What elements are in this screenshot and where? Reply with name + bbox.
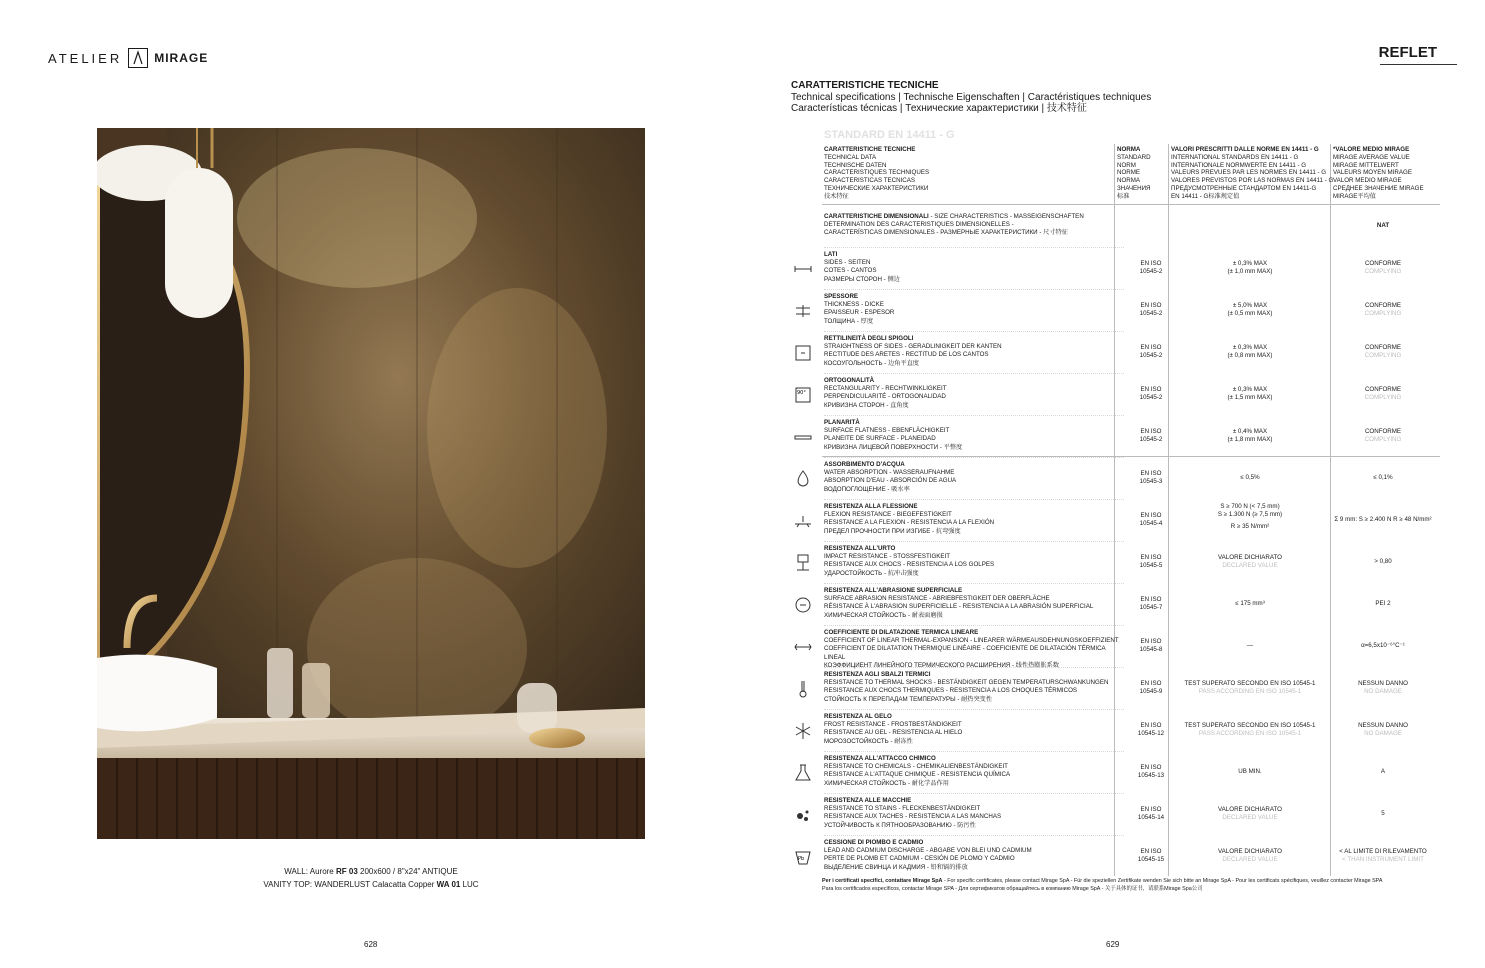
caption-vanity <box>97 879 645 891</box>
flexion-icon <box>792 510 814 532</box>
row-value-3: R ≥ 35 N/mm² <box>1230 523 1270 531</box>
flatness-icon <box>792 426 814 448</box>
row-average <box>1330 722 1436 738</box>
row-value-1: S ≥ 700 N (< 7,5 mm) <box>1220 503 1280 510</box>
row-norm-2: 10545-2 <box>1139 436 1163 444</box>
row-average <box>1330 344 1436 360</box>
row-value-2: DECLARED VALUE <box>1222 856 1278 864</box>
standard-label: STANDARD EN 14411 - G <box>824 129 955 141</box>
footnote <box>822 878 1452 893</box>
row-prescribed <box>1172 302 1328 318</box>
row-average <box>1330 302 1436 318</box>
row-value-1: VALORE DICHIARATO <box>1218 806 1282 813</box>
row-line2: ABSORPTION D'EAU - ABSORCIÓN DE AGUA <box>824 477 957 485</box>
row-value-1: ± 0,3% MAX <box>1232 386 1268 393</box>
row-text <box>824 545 1124 578</box>
dimensional-avg: NAT <box>1376 222 1390 229</box>
straightness-icon <box>792 342 814 364</box>
row-average-2: NO DAMAGE <box>1364 730 1402 738</box>
abrasion-icon <box>792 594 814 616</box>
row-title: CESSIONE DI PIOMBO E CADMIO <box>824 839 924 846</box>
row-average <box>1330 600 1436 608</box>
header-c2-6: 标准 <box>1117 192 1130 200</box>
row-average-1: 5 <box>1381 810 1385 817</box>
row-line3: КРИВИЗНА СТОРОН - 直角度 <box>824 401 909 409</box>
row-prescribed <box>1172 848 1328 864</box>
header-c1-1: TECHNICAL DATA <box>824 153 877 161</box>
header-c3-0: VALORI PRESCRITTI DALLE NORME EN 14411 - G <box>1171 146 1319 153</box>
row-divider <box>824 373 1124 374</box>
row-line1: FROST RESISTANCE - FROSTBESTÄNDIGKEIT <box>824 721 962 729</box>
row-value-1: ± 0,4% MAX <box>1232 428 1268 435</box>
row-text <box>824 755 1124 788</box>
row-norm-2: 10545-3 <box>1139 478 1163 486</box>
row-line2: RÉSISTANCE À L'ABRASION SUPERFICIELLE - RESISTENCIA A LA ABRASIÓN SUPERFICIAL <box>824 603 1094 611</box>
row-value-2: (± 1,0 mm MAX) <box>1227 268 1273 276</box>
row-prescribed <box>1172 386 1328 402</box>
row-text <box>824 713 1124 746</box>
header-c4-6: MIRAGE平均值 <box>1333 192 1376 200</box>
header-prescribed-values <box>1171 146 1333 201</box>
row-divider <box>824 289 1124 290</box>
row-average <box>1330 768 1436 776</box>
row-norm-2: 10545-13 <box>1137 772 1165 780</box>
row-line3: ВЫДЕЛЕНИЕ СВИНЦА И КАДМИЯ - 铅和镉的排放 <box>824 863 968 871</box>
row-norm-1: EN ISO <box>1140 386 1162 393</box>
row-value-1: — <box>1246 642 1254 649</box>
header-c2-1: STANDARD <box>1117 153 1151 161</box>
row-line2: PERPENDICULARITÉ - ORTOGONALIDAD <box>824 393 946 401</box>
row-divider <box>824 541 1124 542</box>
row-text <box>824 587 1124 620</box>
column-divider-3 <box>1330 144 1331 876</box>
row-line2: RESISTANCE AUX CHOCS - RESISTENCIA A LOS GOLPES <box>824 561 995 569</box>
header-c2-2: NORM <box>1117 161 1136 169</box>
row-norm-1: EN ISO <box>1140 344 1162 351</box>
row-line1: THICKNESS - DICKE <box>824 301 884 309</box>
dimensional-text <box>824 213 1144 238</box>
thermometer-icon <box>792 678 814 700</box>
row-average-1: > 0,80 <box>1374 558 1392 565</box>
row-value-1: VALORE DICHIARATO <box>1218 848 1282 855</box>
row-title: RESISTENZA AL GELO <box>824 713 892 720</box>
row-average-1: CONFORME <box>1364 386 1402 393</box>
page-number-right: 629 <box>1106 940 1120 949</box>
dimensional-separator <box>822 456 1440 457</box>
header-c1-2: TECHNISCHE DATEN <box>824 161 887 169</box>
sides-icon <box>792 258 814 280</box>
row-title: RESISTENZA AGLI SBALZI TERMICI <box>824 671 931 678</box>
row-text <box>824 671 1124 704</box>
row-value-2: (± 0,8 mm MAX) <box>1227 352 1273 360</box>
row-prescribed <box>1172 554 1328 570</box>
row-divider <box>824 793 1124 794</box>
row-line1: IMPACT RESISTANCE - STOSSFESTIGKEIT <box>824 553 951 561</box>
row-norm <box>1126 344 1176 360</box>
row-text <box>824 377 1124 410</box>
row-average-1: CONFORME <box>1364 428 1402 435</box>
row-prescribed <box>1172 806 1328 822</box>
row-norm <box>1126 386 1176 402</box>
header-c3-3: VALEURS PREVUES PAR LES NORMES EN 14411 - G <box>1171 169 1327 177</box>
row-line3: УСТОЙЧИВОСТЬ К ПЯТНООБРАЗОВАНИЮ - 防污性 <box>824 821 976 829</box>
row-prescribed <box>1172 600 1328 608</box>
row-value-2: S ≥ 1.300 N (≥ 7,5 mm) <box>1217 511 1283 519</box>
row-line1: SURFACE ABRASION RESISTANCE - ABRIEBFESTIGKEIT DER OBERFLÄCHE <box>824 595 1050 603</box>
row-norm-1: EN ISO <box>1140 680 1162 687</box>
row-norm <box>1126 638 1176 654</box>
header-c4-5: СРЕДНЕЕ ЗНАЧЕНИЕ MIRAGE <box>1333 184 1424 192</box>
thermal-expansion-icon <box>792 636 814 658</box>
row-divider <box>824 415 1124 416</box>
rectangularity-icon <box>792 384 814 406</box>
row-norm <box>1126 764 1176 780</box>
row-title: RESISTENZA ALLA FLESSIONE <box>824 503 918 510</box>
row-average <box>1330 810 1436 818</box>
row-title: SPESSORE <box>824 293 859 300</box>
row-title: ORTOGONALITÀ <box>824 377 875 384</box>
header-c4-2: MIRAGE MITTELWERT <box>1333 161 1399 169</box>
row-divider <box>824 499 1124 500</box>
row-value-1: ≤ 0,5% <box>1240 474 1260 481</box>
row-text <box>824 797 1124 830</box>
row-text <box>824 251 1124 284</box>
spec-title: CARATTERISTICHE TECNICHE <box>791 80 939 91</box>
row-line1: FLEXION RESISTANCE - BIEGEFESTIGKEIT <box>824 511 952 519</box>
row-divider <box>824 331 1124 332</box>
row-line3: СТОЙКОСТЬ К ПЕРЕПАДАМ ТЕМПЕРАТУРЫ - 耐热突变性 <box>824 695 993 703</box>
row-line3: КОЭФФИЦИЕНТ ЛИНЕЙНОГО ТЕРМИЧЕСКОГО РАСШИРЕНИЯ - 线性热膨胀系数 <box>824 661 1060 669</box>
row-average-2: < THAN INSTRUMENT LIMIT <box>1342 856 1424 864</box>
row-norm <box>1126 806 1176 822</box>
spec-subtitle <box>791 92 1151 114</box>
lead-cadmium-icon <box>792 846 814 868</box>
row-text <box>824 293 1124 326</box>
chemical-flask-icon <box>792 762 814 784</box>
header-c2-4: NORMA <box>1117 177 1141 185</box>
row-average-1: Σ 9 mm: S ≥ 2.400 N R ≥ 48 N/mm² <box>1334 516 1432 523</box>
dimensional-line1: - SIZE CHARACTERISTICS - MASSEIGENSCHAFTEN <box>928 213 1084 220</box>
row-value-2: DECLARED VALUE <box>1222 814 1278 822</box>
row-line2: COEFFICIENT DE DILATATION THERMIQUE LINÉAIRE - COEFICIENTE DE DILATACIÓN TÉRMICA LINEAL <box>824 645 1106 661</box>
row-norm-1: EN ISO <box>1140 722 1162 729</box>
row-title: RESISTENZA ALL'ATTACCO CHIMICO <box>824 755 936 762</box>
row-norm-1: EN ISO <box>1140 848 1162 855</box>
row-line2: PLANEITE DE SURFACE - PLANEIDAD <box>824 435 936 443</box>
footnote-bold: Per i certificati specifici, contattare Mirage SpA <box>822 878 943 884</box>
bathroom-photo <box>97 128 645 839</box>
row-value-2: (± 0,5 mm MAX) <box>1227 310 1273 318</box>
spec-subtitle-line2: Características técnicas | Технические характеристики | 技术特征 <box>791 103 1087 114</box>
row-value-1: TEST SUPERATO SECONDO EN ISO 10545-1 <box>1184 722 1316 729</box>
row-norm-2: 10545-12 <box>1137 730 1165 738</box>
row-title: RESISTENZA ALL'ABRASIONE SUPERFICIALE <box>824 587 963 594</box>
row-line2: RESISTANCE AUX CHOCS THERMIQUES - RESISTENCIA A LOS CHOQUES TÉRMICOS <box>824 687 1078 695</box>
row-average-1: CONFORME <box>1364 344 1402 351</box>
row-average-2: COMPLYING <box>1364 310 1402 318</box>
header-technical-data <box>824 146 929 201</box>
row-norm <box>1126 470 1176 486</box>
row-divider <box>824 457 1124 458</box>
header-c1-3: CARACTERISTIQUES TECHNIQUES <box>824 169 930 177</box>
row-title: RESISTENZA ALL'URTO <box>824 545 896 552</box>
header-c3-4: VALORES PREVISTOS POR LAS NORMAS EN 14411 - G <box>1171 177 1334 185</box>
header-c3-6: EN 14411 - G标准规定值 <box>1171 192 1240 200</box>
row-value-2: (± 1,8 mm MAX) <box>1227 436 1273 444</box>
caption-vanity-label: VANITY TOP: WANDERLUST Calacatta Copper <box>263 880 437 889</box>
row-average-2: NO DAMAGE <box>1364 688 1402 696</box>
row-divider <box>824 751 1124 752</box>
header-c1-4: CARACTERISTICAS TECNICAS <box>824 177 915 185</box>
page-number-left: 628 <box>364 940 378 949</box>
row-divider <box>824 709 1124 710</box>
impact-icon <box>792 552 814 574</box>
row-average <box>1330 680 1436 696</box>
row-norm <box>1126 260 1176 276</box>
row-prescribed <box>1172 680 1328 696</box>
row-line2: COTES - CANTOS <box>824 267 877 275</box>
header-c3-2: INTERNATIONALE NORMWERTE EN 14411 - G <box>1171 161 1307 169</box>
row-norm-1: EN ISO <box>1140 638 1162 645</box>
row-line1: LEAD AND CADMIUM DISCHARGE - ABGABE VON BLEI UND CADMIUM <box>824 847 1032 855</box>
row-average-1: NESSUN DANNO <box>1358 722 1408 729</box>
row-prescribed <box>1172 503 1328 532</box>
row-average-1: < AL LIMITE DI RILEVAMENTO <box>1339 848 1427 855</box>
row-norm-1: EN ISO <box>1140 806 1162 813</box>
header-c1-6: 技术特征 <box>824 192 849 200</box>
row-line1: RESISTANCE TO THERMAL SHOCKS - BESTÄNDIGKEIT GEGEN TEMPERATURSCHWANKUNGEN <box>824 679 1109 687</box>
row-value-1: ≤ 175 mm³ <box>1235 600 1265 607</box>
row-value-1: ± 5,0% MAX <box>1232 302 1268 309</box>
header-c1-0: CARATTERISTICHE TECNICHE <box>824 146 916 153</box>
row-text <box>824 839 1124 872</box>
caption-wall <box>97 866 645 878</box>
row-prescribed <box>1172 260 1328 276</box>
row-average-1: NESSUN DANNO <box>1358 680 1408 687</box>
row-text <box>824 461 1124 494</box>
row-prescribed <box>1172 642 1328 650</box>
row-line2: PERTE DE PLOMB ET CADMIUM - CESIÓN DE PLOMO Y CADMIO <box>824 855 1015 863</box>
row-line1: SIDES - SEITEN <box>824 259 871 267</box>
caption-vanity-finish: LUC <box>460 880 479 889</box>
row-divider <box>824 583 1124 584</box>
row-line2: RESISTANCE A LA FLEXION - RESISTENCIA A LA FLEXIÓN <box>824 519 995 527</box>
row-line1: RESISTANCE TO CHEMICALS - CHEMIKALIENBESTÄNDIGKEIT <box>824 763 1008 771</box>
row-title: ASSORBIMENTO D'ACQUA <box>824 461 905 468</box>
row-norm-1: EN ISO <box>1140 428 1162 435</box>
brand-atelier: ATELIER <box>48 50 123 66</box>
row-value-1: TEST SUPERATO SECONDO EN ISO 10545-1 <box>1184 680 1316 687</box>
row-norm-1: EN ISO <box>1140 260 1162 267</box>
row-prescribed <box>1172 474 1328 482</box>
row-norm-2: 10545-4 <box>1139 520 1163 528</box>
row-norm-2: 10545-7 <box>1139 604 1163 612</box>
row-norm-2: 10545-5 <box>1139 562 1163 570</box>
row-title: RETTILINEITÀ DEGLI SPIGOLI <box>824 335 914 342</box>
row-text <box>824 335 1124 368</box>
row-line3: ВОДОПОГЛОЩЕНИЕ - 吸水率 <box>824 485 910 493</box>
row-text <box>824 419 1124 452</box>
svg-text:90°: 90° <box>797 390 806 396</box>
row-line2: RESISTANCE A L'ATTAQUE CHIMIQUE - RESISTENCIA QUÍMICA <box>824 771 1011 779</box>
header-c2-0: NORMA <box>1117 146 1141 153</box>
row-average-1: CONFORME <box>1364 260 1402 267</box>
row-norm-1: EN ISO <box>1140 764 1162 771</box>
row-line3: КРИВИЗНА ЛИЦЕВОЙ ПОВЕРХНОСТИ - 平整度 <box>824 443 963 451</box>
row-prescribed <box>1172 428 1328 444</box>
row-average-1: α=6,5x10⁻⁶°C⁻¹ <box>1361 642 1405 649</box>
row-norm <box>1126 428 1176 444</box>
header-c4-1: MIRAGE AVERAGE VALUE <box>1333 153 1410 161</box>
row-value-2: (± 1,5 mm MAX) <box>1227 394 1273 402</box>
spec-subtitle-line1: Technical specifications | Technische Eigenschaften | Caractéristiques techniques <box>791 92 1152 103</box>
row-divider <box>824 625 1124 626</box>
svg-text:Pb: Pb <box>798 856 805 862</box>
header-c4-4: VALOR MEDIO MIRAGE <box>1333 177 1402 185</box>
caption-vanity-code: WA 01 <box>436 880 461 889</box>
row-value-1: ± 0,3% MAX <box>1232 344 1268 351</box>
row-average <box>1330 848 1436 864</box>
row-line1: RECTANGULARITY - RECHTWINKLIGKEIT <box>824 385 947 393</box>
row-prescribed <box>1172 722 1328 738</box>
row-norm <box>1126 680 1176 696</box>
row-line3: РАЗМЕРЫ СТОРОН - 侧边 <box>824 275 900 283</box>
row-average <box>1330 642 1436 650</box>
row-line1: COEFFICIENT OF LINEAR THERMAL-EXPANSION - LINEARER WÄRMEAUSDEHNUNGSKOEFFIZIENT <box>824 637 1119 645</box>
row-average-1: CONFORME <box>1364 302 1402 309</box>
row-average-2: COMPLYING <box>1364 394 1402 402</box>
caption-wall-code: RF 03 <box>335 867 358 876</box>
row-line1: WATER ABSORPTION - WASSERAUFNAHME <box>824 469 955 477</box>
row-line1: SURFACE FLATNESS - EBENFLÄCHIGKEIT <box>824 427 950 435</box>
row-divider <box>824 247 1124 248</box>
header-c3-1: INTERNATIONAL STANDARDS EN 14411 - G <box>1171 153 1299 161</box>
row-average <box>1330 474 1436 482</box>
dimensional-title: CARATTERISTICHE DIMENSIONALI <box>824 213 929 220</box>
row-line3: ТОЛЩИНА - 厚度 <box>824 317 874 325</box>
row-norm <box>1126 302 1176 318</box>
row-value-2: PASS ACCORDING EN ISO 10545-1 <box>1198 688 1302 696</box>
row-title: RESISTENZA ALLE MACCHIE <box>824 797 912 804</box>
brand-logo <box>48 48 208 68</box>
row-average-2: COMPLYING <box>1364 436 1402 444</box>
row-norm-2: 10545-9 <box>1139 688 1163 696</box>
row-average-1: PEI 2 <box>1375 600 1391 607</box>
row-line3: КОСОУГОЛЬНОСТЬ - 边角平直度 <box>824 359 919 367</box>
row-line2: RESISTANCE AU GEL - RESISTENCIA AL HIELO <box>824 729 963 737</box>
footnote-line2: Para los certificados específicos, contactar Mirage SPA - Для сертификатов обращайтесь в компанию Mirage SpA - 关于具体的证书，请联系Mirage Spa公司 <box>822 885 1203 892</box>
stain-icon <box>792 804 814 826</box>
row-title: PLANARITÀ <box>824 419 860 426</box>
row-line2: RECTITUDE DES ARETES - RECTITUD DE LOS CANTOS <box>824 351 989 359</box>
collection-underline <box>1380 64 1457 65</box>
row-average <box>1330 386 1436 402</box>
row-divider <box>824 667 1124 668</box>
dimensional-line2: DETERMINATION DES CARACTERISTIQUES DIMENSIONELLES - <box>824 221 1014 229</box>
row-average-1: ≤ 0,1% <box>1373 474 1393 481</box>
water-drop-icon <box>792 468 814 490</box>
row-line3: ХИМИЧЕСКАЯ СТОЙКОСТЬ - 耐化学品作用 <box>824 779 949 787</box>
row-text <box>824 629 1124 670</box>
row-value-1: UB MIN. <box>1238 768 1262 775</box>
row-average-2: COMPLYING <box>1364 268 1402 276</box>
row-text <box>824 503 1124 536</box>
dimensional-line3: CARACTERÍSTICAS DIMENSIONALES - РАЗМЕРНЫЕ ХАРАКТЕРИСТИКИ - 尺寸特征 <box>824 229 1068 237</box>
row-norm <box>1126 596 1176 612</box>
row-value-1: ± 0,3% MAX <box>1232 260 1268 267</box>
row-line3: ХИМИЧЕСКАЯ СТОЙКОСТЬ - 耐表面磨损 <box>824 611 943 619</box>
row-norm-1: EN ISO <box>1140 596 1162 603</box>
row-norm-2: 10545-2 <box>1139 394 1163 402</box>
brand-mirage: MIRAGE <box>154 51 209 65</box>
header-c4-0: *VALORE MEDIO MIRAGE <box>1333 146 1410 153</box>
row-norm <box>1126 848 1176 864</box>
brand-mark-icon <box>128 48 148 68</box>
row-line3: ПРЕДЕЛ ПРОЧНОСТИ ПРИ ИЗГИБЕ - 抗弯强度 <box>824 527 961 535</box>
row-line3: МОРОЗОСТОЙКОСТЬ - 耐冻性 <box>824 737 913 745</box>
row-norm-2: 10545-2 <box>1139 310 1163 318</box>
row-norm-1: EN ISO <box>1140 554 1162 561</box>
row-line2: RESISTANCE AUX TACHES - RESISTENCIA A LAS MANCHAS <box>824 813 1002 821</box>
row-norm-2: 10545-2 <box>1139 268 1163 276</box>
header-separator <box>822 204 1440 205</box>
row-title: LATI <box>824 251 838 258</box>
row-average-2: COMPLYING <box>1364 352 1402 360</box>
row-norm <box>1126 722 1176 738</box>
row-norm <box>1126 512 1176 528</box>
caption-wall-label: WALL: Aurore <box>284 867 336 876</box>
header-c2-5: ЗНАЧЕНИЯ <box>1117 184 1151 192</box>
row-line2: EPAISSEUR - ESPESOR <box>824 309 895 317</box>
row-value-2: DECLARED VALUE <box>1222 562 1278 570</box>
header-c2-3: NORME <box>1117 169 1141 177</box>
row-line1: STRAIGHTNESS OF SIDES - GERADLINIGKEIT DER KANTEN <box>824 343 1002 351</box>
collection-title: REFLET <box>1378 44 1437 61</box>
row-norm-2: 10545-2 <box>1139 352 1163 360</box>
header-c4-3: VALEURS MOYEN MIRAGE <box>1333 169 1412 177</box>
row-average <box>1330 516 1436 524</box>
row-average <box>1330 260 1436 276</box>
row-norm <box>1126 554 1176 570</box>
row-norm-2: 10545-8 <box>1139 646 1163 654</box>
header-c3-5: ПРЕДУСМОТРЕННЫЕ СТАНДАРТОМ EN 14411-G <box>1171 184 1317 192</box>
row-average <box>1330 558 1436 566</box>
row-average-1: A <box>1380 768 1386 775</box>
row-norm-2: 10545-14 <box>1137 814 1165 822</box>
row-norm-2: 10545-15 <box>1137 856 1165 864</box>
row-value-1: VALORE DICHIARATO <box>1218 554 1282 561</box>
header-mirage-average <box>1333 146 1424 201</box>
row-average <box>1330 428 1436 444</box>
snowflake-icon <box>792 720 814 742</box>
caption-wall-size: 200x600 / 8"x24" ANTIQUE <box>357 867 458 876</box>
row-divider <box>824 835 1124 836</box>
row-prescribed <box>1172 344 1328 360</box>
thickness-icon <box>792 300 814 322</box>
header-norma <box>1117 146 1151 201</box>
row-line1: RESISTANCE TO STAINS - FLECKENBESTÄNDIGKEIT <box>824 805 981 813</box>
row-norm-1: EN ISO <box>1140 302 1162 309</box>
row-line3: УДАРОСТОЙКОСТЬ - 抗冲击强度 <box>824 569 919 577</box>
row-value-2: PASS ACCORDING EN ISO 10545-1 <box>1198 730 1302 738</box>
row-norm-1: EN ISO <box>1140 470 1162 477</box>
header-c1-5: ТЕХНИЧЕСКИЕ ХАРАКТЕРИСТИКИ <box>824 184 929 192</box>
row-prescribed <box>1172 768 1328 776</box>
row-title: COEFFICIENTE DI DILATAZIONE TERMICA LINEARE <box>824 629 979 636</box>
footnote-line1: - For specific certificates, please contact Mirage SpA - Für die speziellen Zertifikate wenden Sie sich bitte an Mirage SpA - Pour les certificats spécifiques, veuillez contacter Mirage SPA <box>942 878 1383 884</box>
row-norm-1: EN ISO <box>1140 512 1162 519</box>
